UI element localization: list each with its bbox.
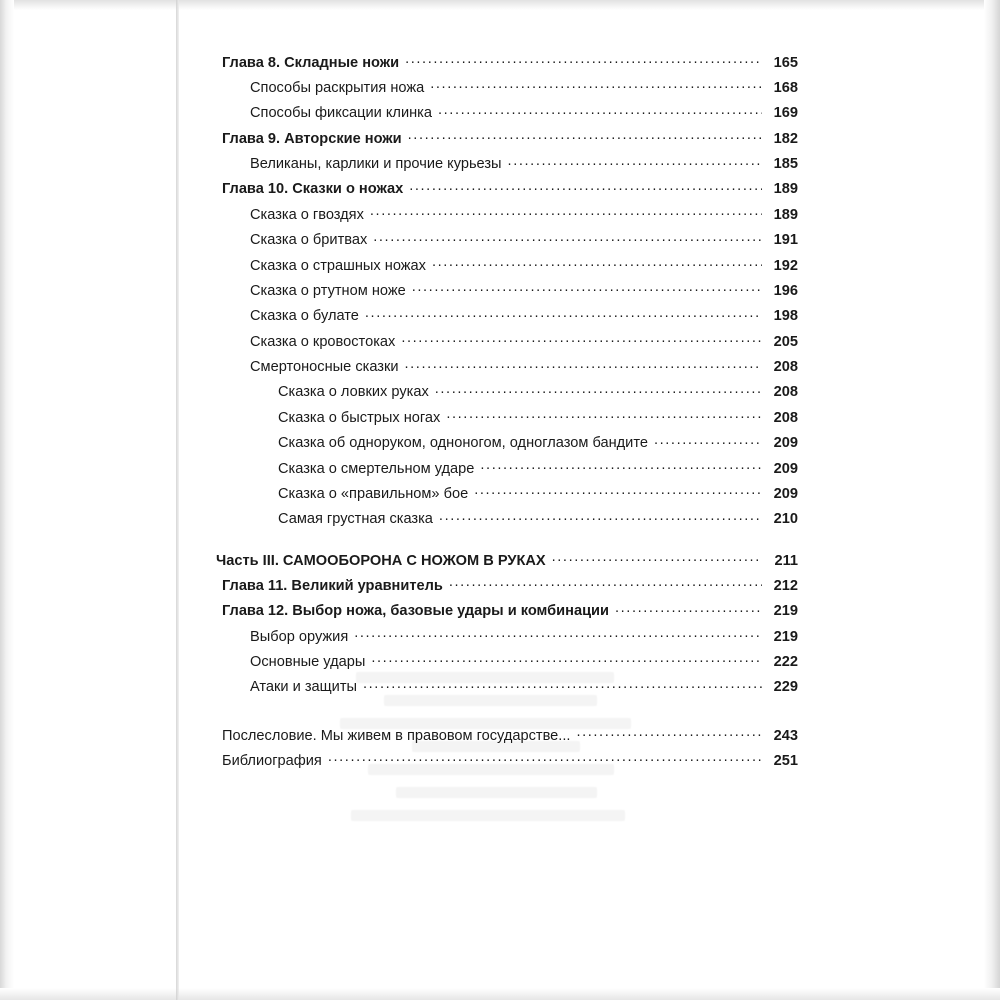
toc-entry-page-number: 229 — [773, 679, 798, 696]
toc-entry[interactable] — [250, 77, 798, 95]
page-spine-shadow — [176, 0, 179, 1000]
toc-leader-dots — [371, 651, 762, 666]
toc-entry[interactable] — [250, 651, 798, 669]
toc-entry-page-number: 198 — [773, 308, 798, 325]
toc-entry[interactable] — [250, 626, 798, 644]
toc-entry-page-number: 211 — [774, 552, 798, 569]
toc-entry-title: Сказка о страшных ножах — [250, 257, 426, 274]
toc-section-chapters — [222, 52, 798, 527]
toc-section-part — [216, 550, 798, 569]
toc-leader-dots — [438, 103, 762, 118]
toc-leader-dots — [409, 179, 762, 194]
toc-leader-dots — [328, 750, 762, 765]
toc-leader-dots — [408, 128, 762, 143]
toc-entry-page-number: 208 — [773, 409, 798, 426]
toc-entry-title: Сказка о бритвах — [250, 232, 368, 249]
toc-entry-title: Библиография — [222, 752, 322, 769]
toc-section-part-entries — [222, 575, 798, 695]
toc-leader-dots — [363, 677, 762, 692]
toc-entry-title: Сказка о быстрых ногах — [278, 409, 441, 426]
toc-entry[interactable] — [278, 407, 798, 425]
toc-entry[interactable] — [222, 750, 798, 768]
toc-entry[interactable] — [278, 382, 798, 400]
toc-leader-dots — [430, 77, 762, 92]
toc-entry-title: Сказка о смертельном ударе — [278, 460, 475, 477]
toc-leader-dots — [373, 230, 762, 245]
toc-entry-page-number: 209 — [773, 435, 798, 452]
toc-leader-dots — [449, 575, 762, 590]
toc-entry-title: Основные удары — [250, 654, 366, 671]
toc-entry[interactable] — [250, 204, 798, 222]
toc-entry-page-number: 219 — [773, 603, 798, 620]
toc-entry[interactable] — [250, 255, 798, 273]
toc-entry-title: Сказка о кровостоках — [250, 333, 396, 350]
toc-entry-title: Великаны, карлики и прочие курьезы — [250, 156, 502, 173]
scan-edge-right — [984, 0, 1000, 1000]
toc-leader-dots — [576, 725, 762, 740]
toc-entry-title: Самая грустная сказка — [278, 511, 433, 528]
toc-entry[interactable] — [222, 725, 798, 743]
toc-entry-page-number: 251 — [773, 752, 798, 769]
toc-leader-dots — [401, 331, 762, 346]
toc-entry[interactable] — [222, 128, 798, 146]
toc-entry-page-number: 222 — [773, 654, 798, 671]
toc-leader-dots — [474, 483, 762, 498]
toc-entry[interactable] — [250, 331, 798, 349]
toc-leader-dots — [552, 550, 762, 565]
toc-entry[interactable] — [250, 677, 798, 695]
toc-entry-title: Сказка о гвоздях — [250, 206, 364, 223]
toc-entry-page-number: 208 — [773, 359, 798, 376]
toc-entry-title: Глава 12. Выбор ножа, базовые удары и комбинации — [222, 603, 609, 620]
toc-leader-dots — [405, 357, 763, 372]
toc-entry-title: Глава 11. Великий уравнитель — [222, 577, 443, 594]
toc-entry[interactable] — [222, 575, 798, 593]
toc-entry-title: Послесловие. Мы живем в правовом государстве... — [222, 727, 571, 744]
toc-entry-page-number: 212 — [773, 577, 798, 594]
toc-entry-page-number: 169 — [773, 105, 798, 122]
toc-entry-page-number: 208 — [773, 384, 798, 401]
toc-entry-title: Сказка о «правильном» бое — [278, 485, 469, 502]
toc-leader-dots — [370, 204, 762, 219]
toc-entry-title: Сказка о ртутном ноже — [250, 282, 406, 299]
toc-entry[interactable] — [278, 483, 798, 501]
toc-leader-dots — [405, 52, 762, 67]
toc-leader-dots — [446, 407, 762, 422]
toc-entry-title: Атаки и защиты — [250, 679, 357, 696]
toc-entry[interactable] — [250, 154, 798, 172]
toc-entry-page-number: 210 — [773, 511, 798, 528]
toc-entry-page-number: 185 — [773, 156, 798, 173]
toc-entry-page-number: 209 — [773, 485, 798, 502]
scan-edge-top — [0, 0, 1000, 10]
toc-entry-page-number: 189 — [773, 181, 798, 198]
toc-entry-title: Смертоносные сказки — [250, 359, 399, 376]
toc-entry-page-number: 243 — [773, 727, 798, 744]
toc-entry-page-number: 165 — [773, 54, 798, 71]
toc-entry-page-number: 209 — [773, 460, 798, 477]
toc-entry[interactable] — [222, 52, 798, 70]
scan-edge-bottom — [0, 988, 1000, 1000]
table-of-contents — [216, 52, 798, 776]
toc-entry-title: Глава 8. Складные ножи — [222, 54, 400, 71]
toc-entry-title: Сказка о ловких руках — [278, 384, 429, 401]
toc-entry-title: Часть III. САМООБОРОНА С НОЖОМ В РУКАХ — [216, 552, 546, 569]
toc-entry[interactable] — [250, 357, 798, 375]
toc-entry-title: Выбор оружия — [250, 628, 349, 645]
toc-section-tail — [222, 725, 798, 769]
toc-entry-title: Способы раскрытия ножа — [250, 79, 425, 96]
toc-entry[interactable] — [278, 433, 798, 451]
toc-entry-page-number: 191 — [773, 232, 798, 249]
toc-entry-page-number: 219 — [773, 628, 798, 645]
toc-leader-dots — [615, 601, 762, 616]
toc-entry-title: Глава 9. Авторские ножи — [222, 130, 402, 147]
toc-entry-page-number: 182 — [773, 130, 798, 147]
toc-leader-dots — [365, 306, 762, 321]
toc-entry[interactable] — [278, 509, 798, 527]
toc-entry-page-number: 196 — [773, 282, 798, 299]
toc-leader-dots — [412, 280, 762, 295]
toc-entry[interactable] — [250, 280, 798, 298]
toc-entry-page-number: 189 — [773, 206, 798, 223]
toc-leader-dots — [435, 382, 762, 397]
toc-entry[interactable] — [250, 103, 798, 121]
toc-entry-title: Сказка о булате — [250, 308, 359, 325]
toc-entry[interactable] — [278, 458, 798, 476]
toc-entry[interactable] — [250, 306, 798, 324]
toc-entry-page-number: 205 — [773, 333, 798, 350]
toc-entry-page-number: 192 — [773, 257, 798, 274]
toc-leader-dots — [480, 458, 762, 473]
toc-leader-dots — [439, 509, 762, 524]
toc-entry-title: Глава 10. Сказки о ножах — [222, 181, 404, 198]
toc-entry[interactable] — [216, 550, 798, 568]
toc-entry-title: Сказка об одноруком, одноногом, одноглазом бандите — [278, 435, 648, 452]
toc-entry[interactable] — [222, 601, 798, 619]
toc-leader-dots — [354, 626, 762, 641]
scan-edge-left — [0, 0, 14, 1000]
toc-entry-title: Способы фиксации клинка — [250, 105, 432, 122]
toc-entry[interactable] — [222, 179, 798, 197]
toc-leader-dots — [508, 154, 762, 169]
toc-entry-page-number: 168 — [773, 79, 798, 96]
toc-leader-dots — [654, 433, 762, 448]
toc-leader-dots — [432, 255, 762, 270]
toc-entry[interactable] — [250, 230, 798, 248]
